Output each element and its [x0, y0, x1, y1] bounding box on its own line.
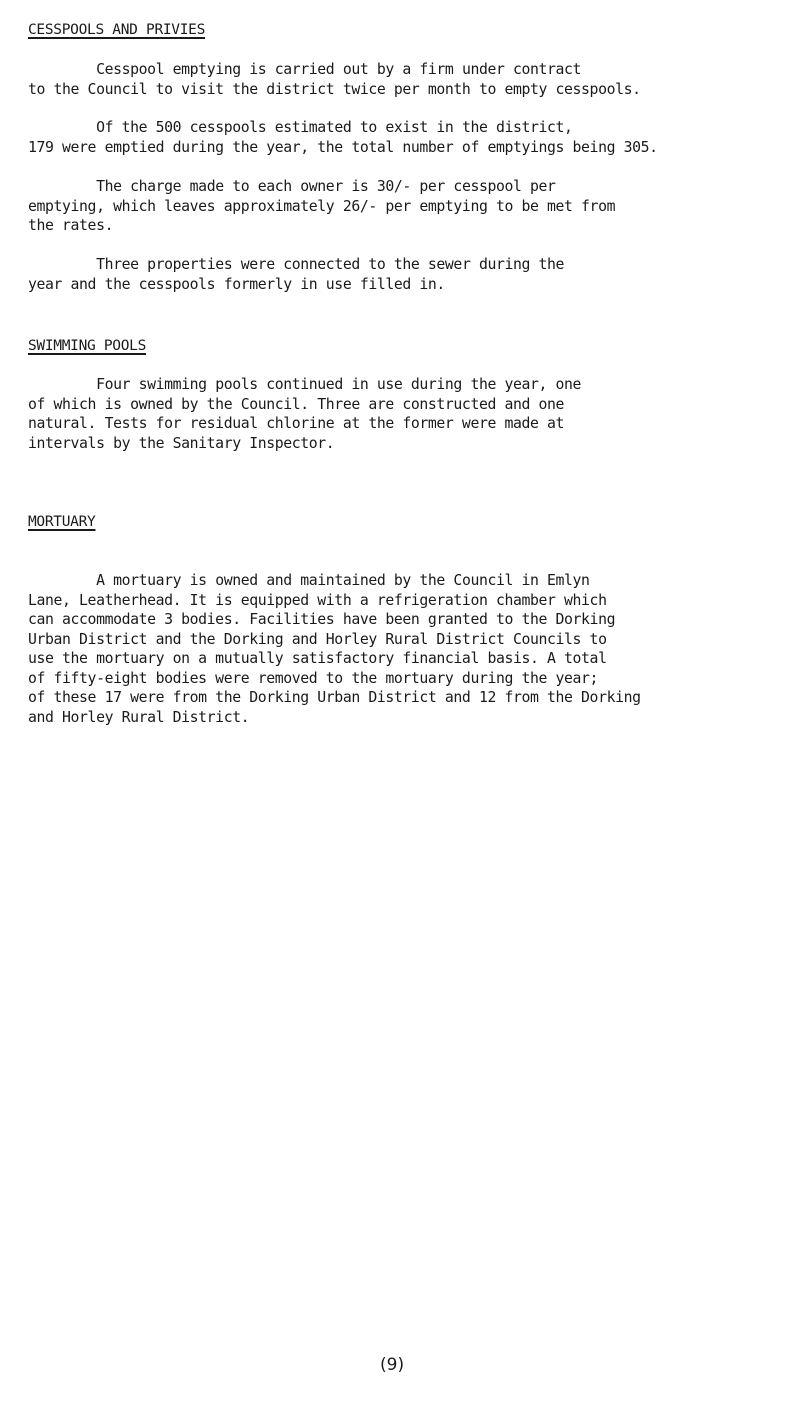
page-number: (9) — [380, 1355, 405, 1375]
paragraph-mortuary: A mortuary is owned and maintained by the Council in Emlyn Lane, Leatherhead. It is equipped with a refrigeration chamber which can accommodate 3 bodies. Facilities have been granted to the Dorking Urban District and the Dorking and Horley Rural District Councils to use the mortuary on a mutually satisfactory financial basis. A total of fifty-eight bodies were removed to the mortuary during the year; of these 17 were from the Dorking Urban District and 12 from the Dorking and Horley Rural District. — [28, 572, 641, 726]
paragraph-swimming-pools: Four swimming pools continued in use during the year, one of which is owned by the Council. Three are constructed and one natural. Tests for residual chlorine at the former were made at intervals by the Sanitary Inspector. — [28, 376, 582, 452]
paragraph-cesspool-charge: The charge made to each owner is 30/- per cesspool per emptying, which leaves approximately 26/- per emptying to be met from the rates. — [28, 178, 616, 234]
paragraph-sewer-connections: Three properties were connected to the sewer during the year and the cesspools formerly in use filled in. — [28, 256, 565, 293]
section-heading-swimming-pools: SWIMMING POOLS — [28, 338, 147, 354]
section-heading-mortuary: MORTUARY — [28, 514, 96, 530]
section-heading-cesspools: CESSPOOLS AND PRIVIES — [28, 22, 206, 38]
paragraph-cesspool-count: Of the 500 cesspools estimated to exist in the district, 179 were emptied during the year, the total number of emptyings being 305. — [28, 119, 658, 156]
paragraph-cesspool-emptying: Cesspool emptying is carried out by a firm under contract to the Council to visit the district twice per month to empty cesspools. — [28, 61, 641, 98]
